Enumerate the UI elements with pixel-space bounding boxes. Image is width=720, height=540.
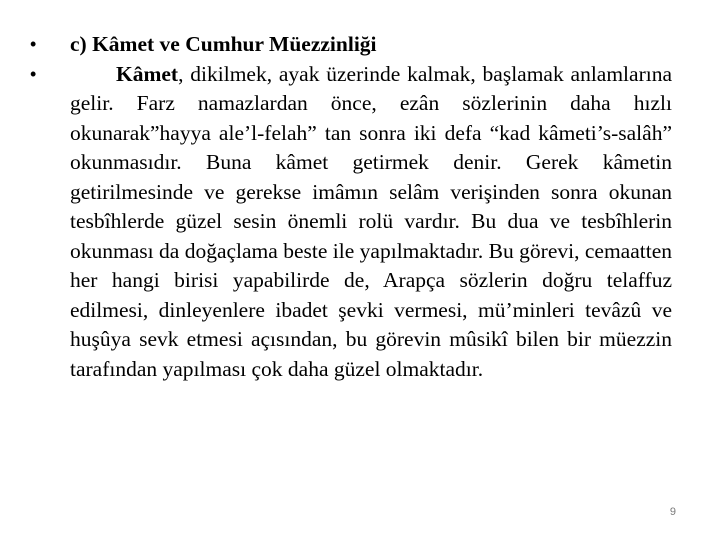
bullet-dot-icon: • bbox=[30, 63, 37, 84]
bullet-list bbox=[30, 30, 672, 384]
bullet-dot-icon: • bbox=[30, 34, 37, 54]
term-kamet: Kâmet bbox=[116, 61, 179, 86]
bullet-paragraph bbox=[30, 60, 672, 385]
section-heading: c) Kâmet ve Cumhur Müezzinliği bbox=[70, 32, 377, 56]
bullet-heading bbox=[30, 30, 672, 60]
page-number: 9 bbox=[669, 506, 676, 518]
paragraph-text: , dikilmek, ayak üzerinde kalmak, başlamak anlamlarına gelir. Farz namazlardan önce, ezân sözlerinin daha hızlı okunarak”hayya ale’l-felah” tan sonra iki defa “kad kâmeti’s-salâh” okunmasıdır. Buna kâmet getirmek denir. Gerek kâmetin getirilmesinde ve gerekse imâmın selâm verişinden sonra okunan tesbîhlerde güzel sesin önemli rolü vardır. Bu dua ve tesbîhlerin okunması da doğaçlama beste ile yapılmaktadır. Bu görevi, cemaatten her hangi birisi yapabilirde de, Arapça sözlerin doğru telaffuz edilmesi, dinleyenlere ibadet şevki vermesi, mü’minleri tevâzû ve huşûya sevk etmesi açısından, bu görevin mûsikî bilen bir müezzin tarafından yapılması çok daha güzel olmaktadır. bbox=[70, 61, 672, 381]
